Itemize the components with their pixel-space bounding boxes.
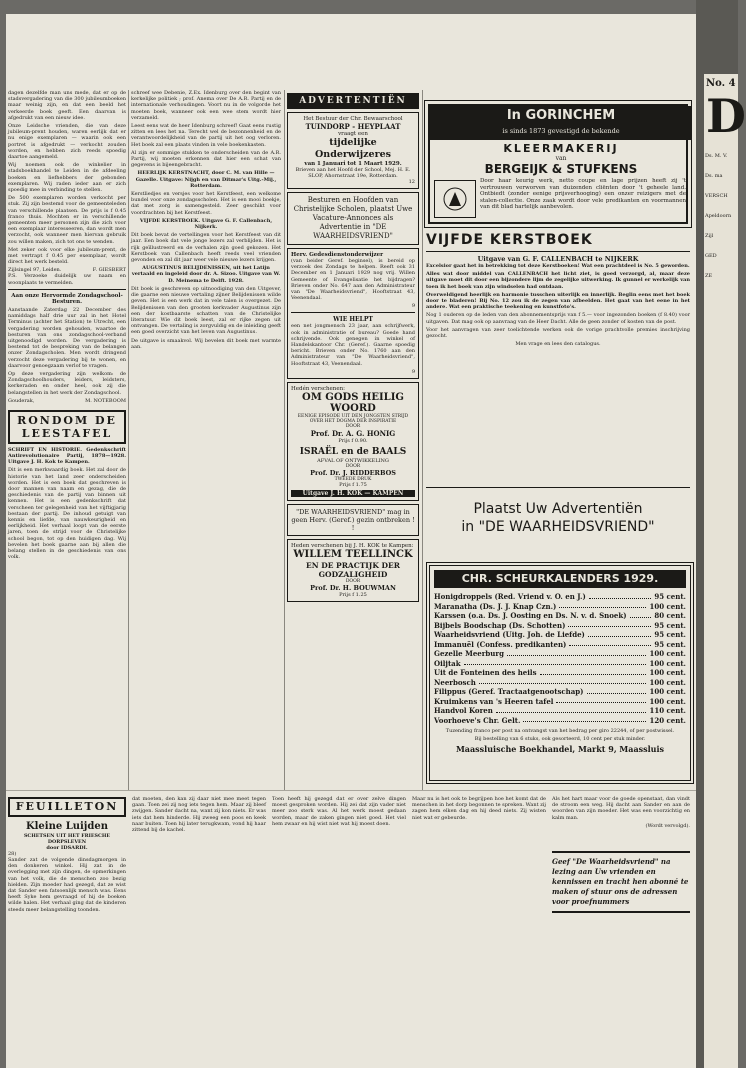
book-intro: Hedén verschenen: [291, 385, 346, 392]
ad3-heading: Herv. Gedesdienstonderwijzer [291, 252, 384, 258]
advert-godsdienst [287, 248, 419, 379]
book2-title: ISRAËL en de BAALS [299, 446, 407, 457]
ad1-place: TUINDORP - HEYPLAAT [305, 122, 401, 131]
calendar-item-price: 120 cent. [649, 715, 686, 725]
ad6-price: Prijs f 1.25 [339, 591, 367, 598]
story-subtitle: SCHETSEN UIT HET FRIESCHE DORPSLEVEN [23, 833, 111, 845]
calendar-item-name: Honigdroppels (Red. Vriend v. O. en J.) [434, 592, 586, 601]
calendar-item-name: Handvol Koren [434, 706, 493, 715]
book-publisher: Uitgave J. H. KOK — KAMPEN [291, 490, 415, 497]
ad6-door: DOOR [345, 578, 361, 584]
calendar-item-name: Oiljtak [434, 658, 461, 668]
book2-price: Prijs f 1.75 [339, 481, 367, 488]
calendar-item-name: Waarheidsvriend (Uitg. Joh. de Liefde) [434, 630, 585, 639]
gorinchem-emblem [434, 180, 476, 218]
advert-besturen: Besturen en Hoofden van Christelijke Scholen, plaatst Uwe Vacature-Annonces als Advertentie in "DE WAARHEIDSVRIEND" [287, 192, 419, 245]
ad4-number: 9 [411, 368, 415, 375]
review-body-5: Dit boek bevat de vertellingen voor het Kerstfeest van dit jaar. Een boek dat vele jonge lezers zal verblijden. Het is rijk geïllustreerd en de verhalen zijn goed gekozen. Het Kerstboek van Callenbach heeft reeds veel vrienden gevonden en zal dit jaar weer vele nieuwe lezers krijgen. [131, 232, 281, 264]
ad1-date: van 1 Januari tot 1 Maart 1929. [304, 161, 402, 167]
calendar-item-price: 100 cent. [649, 658, 686, 668]
advert-onderwijzeres [287, 112, 419, 189]
leader-dots [556, 697, 646, 704]
ad6-intro: Heden verschenen bij J. H. KOK te Kampen: [291, 542, 414, 549]
calendar-footer-1: Tuzending franco per post na ontvangst van het bedrag per giro 22244, of per postwissel. [445, 728, 675, 734]
review-heading-2: VIJFDE KERSTBOEK. Uitgave G. F. Callenbach, Nijkerk. [139, 217, 273, 231]
calendar-item [434, 621, 686, 631]
shop-emblem-icon [440, 186, 470, 212]
intro-text: dagen dezelfde man uns mede, dat er op de stadsvergadering van die 300 jubileumboeken maar weinig zijn, en dat een beeld het verkeerde boek geeft. Een daarvan is afgedrukt van een nieuw idee. [8, 90, 126, 121]
section-body-2: Op deze vergadering zijn welkom: de Zondagschoolhouders, leiders, leidsters, kerkeraden en onder heel, ook zij die belangstellen in het werk der Zondagschool. [8, 370, 126, 396]
story-title: Kleine Luijden [25, 821, 109, 832]
kerstboek-p2: Alles wat door middel van CALLENBACH het licht ziet, is goed verzorgd, al, maar deze uitgave moet dit door een bijzondere lijm de zegelijke uitwerking. Ik gunnel er werkelijk van toen ik het boek van zijn windselen had ontdaan. [426, 271, 690, 290]
review-heading-3: AUGUSTINUS BELIJDENISSEN, uit het Latijn vertaald en ingeleid door dr. A. Sizoo. Uitgave van W. D. Meinema te Delft. 1928. [131, 265, 281, 284]
feuilleton-header [8, 794, 126, 1064]
next-page-word: VERSCH [705, 193, 728, 199]
calendar-item-name: Bijbels Boodschap (Ds. Schotten) [434, 620, 566, 630]
gorinchem-line4: van [555, 155, 567, 162]
intro-text-2: Onze Leidsche vrienden, die van deze jubileum-prent houden, waren eerlijk dat er nu enige exemplaren — waarin ook een portret is afgedrukt — verkocht zouden worden, en hebben zich reeds spoedig daartoe aangemeld. [8, 123, 126, 161]
leader-dots [507, 649, 646, 656]
review-body-1: schreef wee Debenie, Z.Ex. Idenburg over den begint van kerkelijke politiek ; prof. Anema over De A.R. Partij en de internationale verhoudingen. Voort nu in de volgorde het moeten boek, wanneer ook een wee stem wordt hier verzameld. [131, 90, 281, 121]
book2-subtitle: AFVAL OF ONTWIKKELING [317, 457, 389, 464]
book1-title: OM GODS HEILIG WOORD [302, 391, 404, 414]
next-page-word: Apeldoorn [705, 213, 732, 219]
calendar-item [434, 697, 686, 707]
next-page-word: Ds. ma [705, 173, 723, 179]
next-page-word: ZE [705, 273, 713, 279]
leader-dots [587, 687, 647, 694]
plaatst-advert [426, 500, 690, 552]
kerstboek-title: VIJFDE KERSTBOEK [426, 232, 593, 248]
advert-gezin: "DE WAARHEIDSVRIEND" mag in geen Herv. (Geref.) gezin ontbreken ! ! [287, 504, 419, 536]
kerstboek-advert [426, 232, 690, 482]
rondom-body: Dit is een merkwaardig boek. Het zal door de historie van het land zeer onderscheiden worden. Het is een boek dat geschreven is door mannen van naam en gezag, die de geschiedenis van de partij van binnen uit kennen. Het is een gedenkschrift dat verscheen ter gelegenheid van het vijftigjarig bestaan der partij. De inhoud getuigt van kennis en liefde, van nauwkeurigheid en eerlijkheid. Het verhaal loopt van de eerste jaren, toen de strijd voor de Christelijke school begon, tot op den huidigen dag. Wij bevelen het boek gaarne aan bij allen die belang stellen in de geschiedenis van ons volk. [8, 467, 126, 561]
calendar-item [434, 630, 686, 640]
advert-column [287, 90, 419, 790]
calendar-item [434, 649, 686, 659]
next-page-edge [704, 74, 746, 1068]
calendar-item-price: 110 cent. [649, 706, 686, 715]
book2-author: Prof. Dr. J. RIDDERBOS [310, 468, 396, 477]
kerstboek-p1: Excelsior gaat het in betrekking tot deze Kerstboeken! Wat een prachtdeel is No. 5 geworden. [426, 263, 690, 269]
leader-dots [569, 640, 651, 647]
kerstboek-p3: Overweldigend heerlijk en harmonie tusschen uiterlijk en innerlijk. Beglin eens met het boek door te bladeren! Bij No. 12 zou ik de zegen van afbeelden. Het gaat van het eene in het andere. Wat een praktische teekening en kunstfoto's. [426, 291, 690, 311]
review-heading-1: HEERLIJK KERSTNACHT, door C. M. van Hille — Gazelle. Uitgave: Nijgh en van Ditmar's Uitg.-Mij., Rotterdam. [135, 170, 277, 189]
column-rule [422, 90, 423, 790]
ad6-author: Prof. Dr. H. BOUWMAN [310, 583, 396, 592]
divider [291, 312, 415, 313]
postscript: P.S. Verzoeke duidelijk uw naam en woonplaats te vermelden. [8, 273, 126, 286]
divider [426, 251, 690, 252]
divider [8, 289, 126, 290]
next-page-word: Ds. M. V. [705, 153, 728, 159]
kerstboek-p5: Voor het aanvragen van zeer toelichtende werken ook de vorige prachtvolle premies inschrijving gezocht. [426, 326, 690, 340]
fold-rule [6, 790, 696, 791]
rondom-banner: RONDOM DE LEESTAFEL [8, 410, 126, 444]
gorinchem-body: Door haar keurig werk, netto coupe en lage prijzen heeft zij 't vertrouwen verworven van duizenden cliënten door 't geheele land. Ontbiedt (zonder eenige prijsverhooging) een onzer reizigers met de stalen-collectie. Onze zaak wordt door vele predikanten en voormannen van dit blad hartelijk aanbevolen. [480, 178, 686, 211]
story-col1: Sander zat de volgende dinsdagmorgen in den donkeren winkel. Hij zat in de overlegging met zijn dingen, de opmerkingen van het volk, die de menschen zoo bezig hielden. Zijn moeder had gezegd, dat ze wist dat Sander een fatsoenlijk mensch was. Eens heeft Syke hem gevraagd of hij de boeken wilde halen. Het verhaal ging dat de kinderen steeds meer belangstelling toonden. [8, 857, 126, 913]
sign-name: F. GIESBERT [92, 267, 126, 274]
book2-edition: TWEEDE DRUK [334, 476, 372, 482]
section-body: Aanstaande Zaterdag 22 December des namiddags half drie uur zal in het Hotel Terminus (achter het Station) te Utrecht, een vergadering worden gehouden, waartoe de besturen van ons zondagschool-verband uitgenoodigd worden. De vergadering is bestemd tot de bespreking van de belangen onzer Zondagscholen. Men wordt dringend verzocht deze vergadering bij te wonen, en daarvoor genoegzaam verlof te vragen. [8, 306, 126, 369]
calendar-item [434, 687, 686, 697]
section-signature [8, 398, 126, 404]
gorinchem-header [430, 106, 692, 140]
section-sign-name: M. NOTEBOOM [85, 397, 126, 404]
story-column-3 [272, 796, 406, 1064]
calendar-item-price: 100 cent. [649, 649, 686, 658]
review-body-6: Dit boek is geschreven op uitnoodiging van den Uitgever, die gaarne een nieuwe vertaling zijner Belijdenissen wilde geven. Het is een werk dat in vele talen is overgezet. De Belijdenissen van den grooten kerkvader Augustinus zijn een der kostbaarste schatten van de Christelijke literatuur. Wie dit boek leest, zal er rijke zegen uit ontvangen. De vertaling is zorgvuldig en de inleiding geeft een goed overzicht van het leven van Augustinus. [131, 285, 281, 336]
leader-dots [588, 630, 651, 637]
next-page-number: No. 4 [706, 78, 736, 89]
leader-dots [523, 716, 646, 723]
ad1-intro: Het Bestuur der Chr. Bewaarschool [303, 116, 403, 122]
calendar-item-name: Kruimkens van 's Heeren tafel [434, 696, 554, 706]
rondom-subtitle: SCHRIFT EN HISTORIE. Gedenkschrift Antirevolutionaire Partij, 1878—1928. Uitgave J. H. Kok te Kampen. [8, 446, 126, 466]
story-col2: dat moeten, den kan zij daar niet mee meet tegen gaan. Toen zei zij nog iets tegen hem. Maar zij bleef zwijgen. Sander dacht na, want zij kon niets. Er was iets dat hem hinderde. Hij zweeg een poos en keek naar buiten. Toen hij later terugkwam, vond hij haar zittend bij de kachel. [132, 796, 266, 834]
review-body-2: Leest eens wat de heer Idenburg schreef! Gaat eens rustig zitten en lees het na. Terecht wel de bezonnenheid en de verantwoordelijkheid van de partij uit het oog verloren. Het boek zal een plaats vinden in vele boekenkasten. [131, 123, 281, 148]
next-page-words [704, 153, 738, 279]
story-column-5 [552, 796, 690, 1064]
calendar-item [434, 716, 686, 726]
review-body-4: Kerstliedjes en versjes voor het Kerstfeest, een welkome bundel voor onze zondagsscholen. Het is een mooi boekje, dat met zorg is samengesteld. Zeer geschikt voor voordrachten bij het Kerstfeest. [131, 191, 281, 216]
calendar-item-price: 95 cent. [654, 592, 686, 601]
leader-dots [540, 668, 647, 675]
gorinchem-line3: KLEERMAKERIJ [503, 142, 619, 155]
ad1-body: Brieven aan het Hoofd der School, Mej. H. E. SLOP, Ahornstraat 19e, Rotterdam. [295, 167, 411, 179]
calendar-item-name: Immanuël (Confess. predikanten) [434, 639, 567, 649]
leader-dots [496, 706, 647, 713]
intro-text-3: Wij noemen ook de winkelier in stadsboekhandel te Leiden in de afdeeling boeken en liefhebbers der gebonden exemplaren. Wij raden ieder aan er zich spoedig mee in verbinding te stellen. [8, 162, 126, 194]
story-continued: (Wordt vervolgd). [645, 822, 690, 829]
next-page-letter: D [706, 89, 746, 143]
leader-dots [630, 611, 652, 618]
story-col3: Toen heeft hij gezegd dat er over zelve dingen moest gesproken worden. Hij zei dat zijn vader niet meer zoo sterk was. Al het werk moest gedaan worden, maar de zaken gingen niet goed. Het viel hem zwaar en hij wist niet wat hij moest doen. [272, 796, 406, 827]
next-page-word: Zijl [705, 233, 714, 239]
calendar-shop: Maassluische Boekhandel, Markt 9, Maassluis [455, 744, 665, 755]
calendar-item-name: Karssen (o.a. Ds. J. Oosting en Ds. N. v. d. Snoek) [434, 611, 627, 620]
calendar-item [434, 640, 686, 650]
left-column [8, 90, 126, 790]
advert-gorinchem [424, 100, 692, 228]
calendar-item [434, 592, 686, 602]
calendar-item [434, 668, 686, 678]
book2-door: DOOR [345, 463, 361, 469]
calendar-item-price: 100 cent. [649, 677, 686, 687]
ad1-line: vraagt een [338, 131, 368, 137]
calendar-item-name: Uit de Fonteinen des heils [434, 668, 537, 677]
calendar-item-price: 95 cent. [654, 630, 686, 639]
ad3-number: 9 [411, 303, 415, 310]
advert-honig-books [287, 382, 419, 501]
book1-price: Prijs f 0.90. [338, 437, 368, 444]
calendar-item [434, 602, 686, 612]
review-column [131, 90, 281, 790]
calendar-item-name: Voorhoeve's Chr. Gelt. [434, 715, 521, 725]
sign-date: Zijlsingel 97, Leiden. [8, 267, 62, 274]
kerstboek-p4: Nog 1 ouderen op de leden van den abonnementsprijs van f 5.— voor ingezonden boeken (f 8.40) voor uitgaven. Dat mag ook op aanvraag van de Heer Dacht. Alle de geen zonder of kosten van de post. [426, 312, 690, 325]
calendar-item [434, 706, 686, 716]
kerstboek-subtitle: Uitgave van G. F. CALLENBACH te NIJKERK [477, 255, 639, 263]
leader-dots [479, 678, 647, 685]
plaatst-line2: in "DE WAARHEIDSVRIEND" [461, 519, 655, 535]
calendar-item-name: Maranatha (Ds. J. J. Knap Czn.) [434, 601, 557, 611]
intro-text-5: Met zeker ook voor elke jubileum-prent, de met vertrapt f 0.45 per exemplaar, wordt direct het werk besteld. [8, 246, 126, 266]
leader-dots [464, 659, 647, 666]
calendar-advert [426, 562, 694, 784]
calendar-item-name: Gezelle Meerburg [434, 649, 504, 658]
ad6-title: WILLEM TEELLINCK [293, 548, 413, 560]
gorinchem-line5: BERGEIJK & STUFKENS [484, 162, 638, 176]
column-rule [284, 90, 285, 790]
intro-text-4: De 500 exemplaren worden verkocht per stuk. Zij zijn bestemd voor de gemeenteleden van verschillende plaatsen. De prijs is f 0.45 franco thuis. Mochten er in verschillende gemeenten meer personen zijn die zich voor een exemplaar interesseeren, dan wordt men verzocht, ook wanneer men hiervan gebruik zou willen maken, zich tot ons te wenden. [8, 195, 126, 245]
calendar-item [434, 678, 686, 688]
leader-dots [559, 602, 646, 609]
next-page-word: GED [705, 253, 717, 259]
advert-banner: ADVERTENTIËN [287, 93, 419, 109]
ad3-body: (van beider Geref. beginsel), is bereid op verzoek des Zondags te helpen. Reeft ook 31 December en 1 Januari 1929 nog vrij. Willen Gemeente of Evangelisatie het bijdragen? Brieven onder No. 647 aan den Administrateur van "De Waarheidsvriend", Hooftstraat 43, Veenendaal. [291, 258, 415, 302]
newspaper-page [6, 14, 696, 1068]
section-sign-place: Gouderak, [8, 397, 35, 404]
ad4-heading: WIE HELPT [333, 316, 373, 324]
calendar-item-name: Filippus (Geref. Tractaatgenootschap) [434, 687, 584, 696]
geef-notice: Geef "De Waarheidsvriend" na lezing aan Uw vrienden en kennissen en tracht hen abonné te maken of stuur ons de adressen voor proefnummers [552, 851, 690, 913]
calendar-item [434, 659, 686, 669]
calendar-item [434, 611, 686, 621]
gorinchem-line2: is sinds 1873 gevestigd de bekende [502, 127, 620, 135]
plaatst-line1: Plaatst Uw Advertentiën [473, 501, 643, 517]
calendar-footer-2: Bij bestelling van 6 stuks, ook gesorteerd, 10 cent per stuk minder. [474, 736, 646, 743]
calendar-list [434, 592, 686, 725]
divider [426, 487, 690, 488]
review-body-3: Al zijn er sommige stukken te onderscheiden van de A.R. Partij, wij moeten erkennen dat hier een schat van gegevens is bijeengebracht. [131, 149, 281, 169]
review-body-7: De uitgave is smaakvol. Wij bevelen dit boek met warmte aan. [131, 337, 281, 350]
leader-dots [568, 621, 651, 628]
ad1-heading: tijdelijke Onderwijzeres [315, 137, 391, 160]
story-installment: 28) [8, 851, 17, 857]
story-col5: Als het hart maar voor de goede openstaat, dan vindt de stroom een weg. Hij dacht aan Sander en aan de woorden van zijn moeder. Het was een voorzichtig en kalm man. [552, 796, 690, 821]
calendar-title: CHR. SCHEURKALENDERS 1929. [434, 570, 686, 588]
ad1-number: 12 [408, 179, 415, 185]
kerstboek-p6: Men vrage en lees den catalogus. [515, 341, 601, 348]
book1-author: Prof. Dr. A. G. HONIG [310, 428, 396, 438]
book1-subtitle: EENIGE EPISODE UIT DEN JONGSTEN STRIJD OVER HET DOGMA DER INSPIRATIE [297, 413, 409, 424]
book1-door: DOOR [345, 423, 361, 429]
calendar-item-name: Neerbosch [434, 677, 476, 687]
calendar-item-price: 100 cent. [649, 601, 686, 611]
calendar-item-price: 95 cent. [654, 639, 686, 649]
gorinchem-line1: In GORINCHEM [506, 108, 616, 123]
story-author: door IDSARDI. [46, 845, 88, 851]
calendar-item-price: 100 cent. [649, 687, 686, 696]
story-column-4 [412, 796, 546, 1064]
calendar-item-price: 100 cent. [649, 696, 686, 706]
advert-teellinck [287, 539, 419, 602]
story-column-2 [132, 796, 266, 1064]
calendar-item-price: 95 cent. [654, 620, 686, 630]
story-col4: Maar nu is het ook te begrijpen hoe het komt dat de menschen in het dorp begonnen te spreken. Want zij zagen hem elken dag en hij deed niets. Zij wisten niet wat er gebeurde. [412, 796, 546, 821]
column-rule [128, 90, 129, 790]
calendar-item-price: 100 cent. [649, 668, 686, 677]
calendar-item-price: 80 cent. [654, 611, 686, 620]
leader-dots [589, 592, 652, 599]
ad4-body: een net jongmensch 23 jaar, aan schrijfwerk, ook in administratie of bureau? Goede hand schrijvende. Ook genegen in winkel of Handelskantoor Chr. (Geref.). Gaarne spoedig bericht. Brieven onder No. 1760 aan den Administrateur van "De Waarheidsvriend", Hooftstraat 43, Veenendaal. [291, 323, 415, 367]
ad6-subtitle: EN DE PRACTIJK DER GODZALIGHEID [306, 560, 400, 579]
section-heading: Aan onze Hervormde Zondagschool-Besturen. [11, 292, 123, 305]
feuilleton-banner: FEUILLETON [8, 797, 126, 817]
